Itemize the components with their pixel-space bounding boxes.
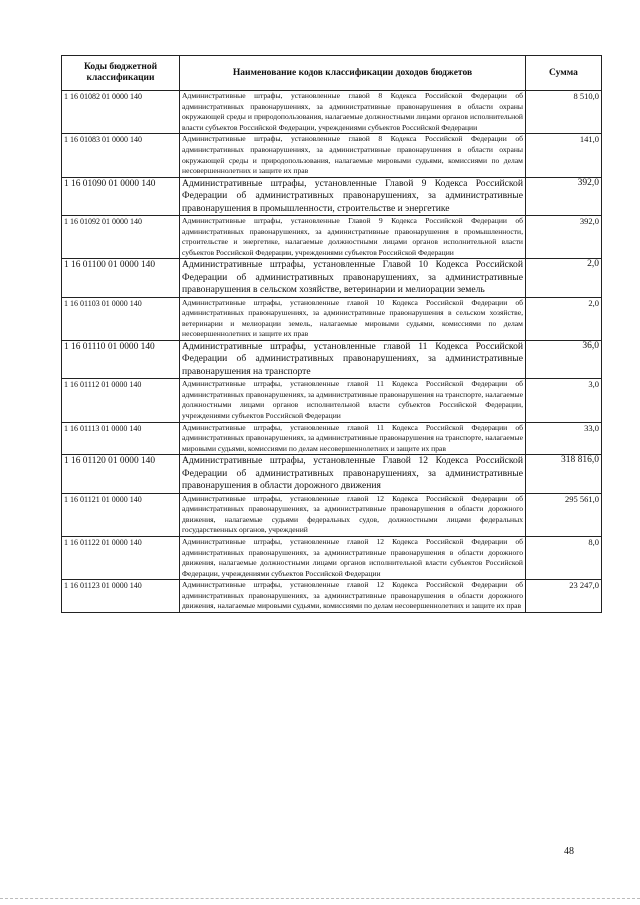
header-code: Коды бюджетной классификации xyxy=(62,56,180,91)
table-row xyxy=(62,259,602,297)
row-name-cell: Административные штрафы, установленные главой 10 Кодекса Российской Федерации об административных правонарушениях, за административные правонарушения в сельском хозяйстве, ветеринарии и мелиорации земель, налагаемые мировыми судьями, комиссиями по делам несовершеннолетних и защите их прав xyxy=(180,297,526,340)
row-sum-cell: 3,0 xyxy=(526,379,602,422)
table-row xyxy=(62,340,602,378)
table-row xyxy=(62,580,602,613)
row-code-cell: 1 16 01083 01 0000 140 xyxy=(62,134,180,177)
table-row xyxy=(62,493,602,536)
header-name: Наименование кодов классификации доходов бюджетов xyxy=(180,56,526,91)
row-code-cell: 1 16 01092 01 0000 140 xyxy=(62,215,180,258)
row-name-cell: Административные штрафы, установленные главой 8 Кодекса Российской Федерации об административных правонарушениях, за административные правонарушения в области охраны окружающей среды и природопользования, налагаемые мировыми судьями, комиссиями по делам несовершеннолетних и защите их прав xyxy=(180,134,526,177)
row-name-cell: Административные штрафы, установленные главой 12 Кодекса Российской Федерации об административных правонарушениях, за административные правонарушения в области дорожного движения, налагаемые должностными лицами органов исполнительной власти субъектов Российской Федерации, учреждениями субъектов Российской Федерации xyxy=(180,536,526,579)
table-body xyxy=(62,91,602,613)
row-name-cell: Административные штрафы, установленные Главой 9 Кодекса Российской Федерации об административных правонарушениях, за административные правонарушения в промышленности, строительстве и энергетике, налагаемые должностными лицами органов исполнительной власти субъектов Российской Федерации, учреждениями субъектов Российской Федерации xyxy=(180,215,526,258)
row-code-cell: 1 16 01110 01 0000 140 xyxy=(62,340,180,378)
row-sum-cell: 33,0 xyxy=(526,422,602,455)
row-sum-cell: 392,0 xyxy=(526,215,602,258)
row-name-cell: Административные штрафы, установленные главой 11 Кодекса Российской Федерации об административных правонарушениях, за административные правонарушения на транспорте, налагаемые мировыми судьями, комиссиями по делам несовершеннолетних и защите их прав xyxy=(180,422,526,455)
header-sum: Сумма xyxy=(526,56,602,91)
row-sum-cell: 8,0 xyxy=(526,536,602,579)
row-sum-cell: 392,0 xyxy=(526,177,602,215)
row-sum-cell: 2,0 xyxy=(526,259,602,297)
row-code-cell: 1 16 01120 01 0000 140 xyxy=(62,455,180,493)
table-row xyxy=(62,134,602,177)
page-number: 48 xyxy=(564,846,574,857)
table-row xyxy=(62,215,602,258)
row-code-cell: 1 16 01122 01 0000 140 xyxy=(62,536,180,579)
table-row xyxy=(62,422,602,455)
row-code-cell: 1 16 01103 01 0000 140 xyxy=(62,297,180,340)
row-name-cell: Административные штрафы, установленные Главой 9 Кодекса Российской Федерации об административных правонарушениях, за административные правонарушения в промышленности, строительстве и энергетике xyxy=(180,177,526,215)
budget-revenue-table xyxy=(61,55,602,613)
row-name-cell: Административные штрафы, установленные главой 12 Кодекса Российской Федерации об административных правонарушениях, за административные правонарушения в области дорожного движения, налагаемые судьями федеральных судов, должностными лицами федеральных государственных органов, учреждений xyxy=(180,493,526,536)
row-sum-cell: 141,0 xyxy=(526,134,602,177)
table-row xyxy=(62,455,602,493)
row-code-cell: 1 16 01112 01 0000 140 xyxy=(62,379,180,422)
row-code-cell: 1 16 01121 01 0000 140 xyxy=(62,493,180,536)
row-code-cell: 1 16 01090 01 0000 140 xyxy=(62,177,180,215)
table-row xyxy=(62,177,602,215)
row-sum-cell: 8 510,0 xyxy=(526,91,602,134)
row-sum-cell: 2,0 xyxy=(526,297,602,340)
row-name-cell: Административные штрафы, установленные Главой 10 Кодекса Российской Федерации об административных правонарушениях, за административные правонарушения в сельском хозяйстве, ветеринарии и мелиорации земель xyxy=(180,259,526,297)
row-sum-cell: 36,0 xyxy=(526,340,602,378)
row-name-cell: Административные штрафы, установленные главой 11 Кодекса Российской Федерации об административных правонарушениях, за административные правонарушения на транспорте, налагаемые должностными лицами органов исполнительной власти субъектов Российской Федерации, учреждениями субъектов Российской Федерации xyxy=(180,379,526,422)
row-code-cell: 1 16 01100 01 0000 140 xyxy=(62,259,180,297)
table-header-row xyxy=(62,56,602,91)
row-sum-cell: 23 247,0 xyxy=(526,580,602,613)
row-sum-cell: 318 816,0 xyxy=(526,455,602,493)
row-name-cell: Административные штрафы, установленные главой 11 Кодекса Российской Федерации об административных правонарушениях, за административные правонарушения на транспорте xyxy=(180,340,526,378)
row-sum-cell: 295 561,0 xyxy=(526,493,602,536)
table-row xyxy=(62,297,602,340)
page-bottom-divider xyxy=(0,898,640,899)
row-code-cell: 1 16 01123 01 0000 140 xyxy=(62,580,180,613)
row-code-cell: 1 16 01113 01 0000 140 xyxy=(62,422,180,455)
row-code-cell: 1 16 01082 01 0000 140 xyxy=(62,91,180,134)
row-name-cell: Административные штрафы, установленные главой 12 Кодекса Российской Федерации об административных правонарушениях, за административные правонарушения в области дорожного движения, налагаемые мировыми судьями, комиссиями по делам несовершеннолетних и защите их прав xyxy=(180,580,526,613)
row-name-cell: Административные штрафы, установленные главой 8 Кодекса Российской Федерации об административных правонарушениях, за административные правонарушения в области охраны окружающей среды и природопользования, налагаемые должностными лицами органов исполнительной власти субъектов Российской Федерации, учреждениями субъектов Российской Федерации xyxy=(180,91,526,134)
table-row xyxy=(62,536,602,579)
table-row xyxy=(62,91,602,134)
table-row xyxy=(62,379,602,422)
row-name-cell: Административные штрафы, установленные Главой 12 Кодекса Российской Федерации об административных правонарушениях, за административные правонарушения в области дорожного движения xyxy=(180,455,526,493)
